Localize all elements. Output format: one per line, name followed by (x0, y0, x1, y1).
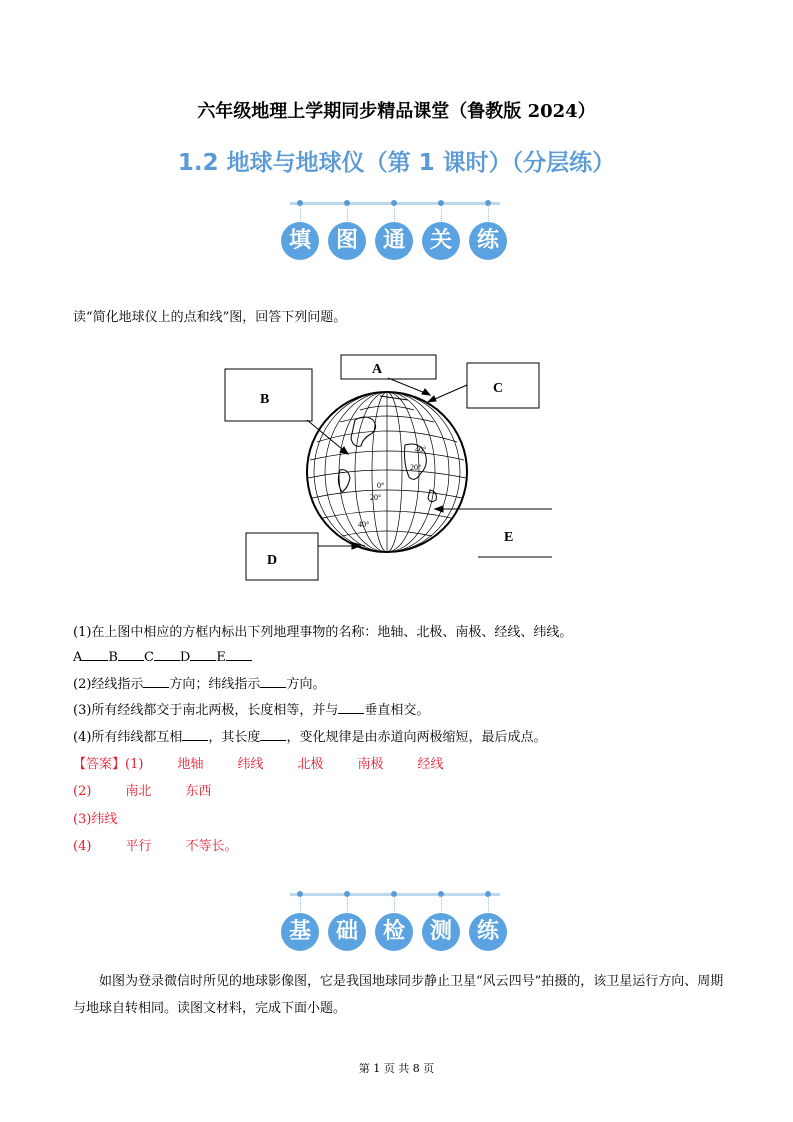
blank[interactable] (260, 675, 286, 688)
answer-line-2: (2) 南北 东西 (73, 784, 212, 799)
blank-c[interactable] (154, 648, 180, 661)
blank[interactable] (182, 728, 208, 741)
label-e: E (504, 530, 514, 545)
label-box-d (246, 533, 318, 580)
section-banner-fill-map (0, 202, 793, 272)
banner-char: 通 (375, 222, 413, 260)
label-b: B (260, 392, 270, 407)
document-title: 六年级地理上学期同步精品课堂（鲁教版 2024） (197, 101, 596, 122)
blank[interactable] (260, 728, 286, 741)
blank[interactable] (338, 701, 364, 714)
answer-line-4: (4) 平行 不等长。 (73, 839, 238, 854)
svg-text:40°: 40° (415, 445, 427, 454)
answer-label: 【答案】 (73, 757, 126, 772)
lesson-title: 1.2 地球与地球仪（第 1 课时）（分层练） (177, 150, 616, 176)
page-footer: 第 1 页 共 8 页 (358, 1062, 435, 1075)
question-intro: 读“简化地球仪上的点和线”图，回答下列问题。 (73, 310, 347, 325)
blank-d[interactable] (190, 648, 216, 661)
blank[interactable] (143, 675, 169, 688)
question-4: (4)所有纬线都互相 ，其长度 ，变化规律是由赤道向两极缩短，最后成点。 (73, 730, 547, 745)
blank-b[interactable] (118, 648, 144, 661)
question-1-blanks: A B C D E (73, 648, 252, 665)
banner-char: 关 (422, 222, 460, 260)
banner-char: 练 (469, 913, 507, 951)
banner-char: 检 (375, 913, 413, 951)
label-a: A (372, 362, 383, 377)
label-d: D (267, 553, 278, 568)
question-2: (2)经线指示 方向；纬线指示 方向。 (73, 677, 326, 692)
banner-char: 础 (328, 913, 366, 951)
answer-line-3: (3)纬线 (73, 812, 118, 827)
svg-text:20°: 20° (370, 493, 382, 502)
banner-char: 图 (328, 222, 366, 260)
banner-char: 练 (469, 222, 507, 260)
blank-a[interactable] (82, 648, 108, 661)
svg-text:20°: 20° (410, 463, 422, 472)
banner-char: 填 (281, 222, 319, 260)
question-1: (1)在上图中相应的方框内标出下列地理事物的名称：地轴、北极、南极、经线、纬线。 (73, 625, 573, 640)
answer-line-1: 【答案】(1) 地轴 纬线 北极 南极 经线 (73, 757, 444, 772)
globe-icon (307, 392, 467, 552)
question-3: (3)所有经线都交于南北两极，长度相等，并与 垂直相交。 (73, 703, 430, 718)
svg-text:40°: 40° (358, 520, 370, 529)
label-c: C (493, 381, 504, 396)
svg-text:0°: 0° (377, 481, 385, 490)
globe-figure (220, 350, 560, 585)
banner-char: 测 (422, 913, 460, 951)
section-banner-basic-test (0, 893, 793, 963)
material-paragraph: 如图为登录微信时所见的地球影像图，它是我国地球同步静止卫星“风云四号”拍摄的，该卫星运行方向、周期与地球自转相同。读图文材料，完成下面小题。 (73, 974, 724, 1016)
label-box-a (341, 355, 436, 379)
banner-char: 基 (281, 913, 319, 951)
blank-e[interactable] (226, 648, 252, 661)
